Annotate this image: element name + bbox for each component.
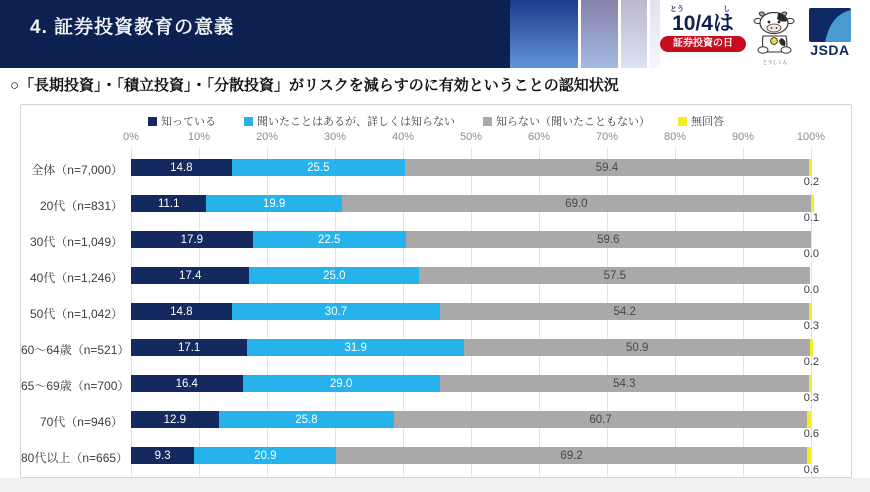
axis-tick-label: 10% [187,131,211,143]
stacked-bar [131,231,811,248]
axis-tick-label: 30% [323,131,347,143]
mascot-name: とうしくん [762,60,788,66]
segment-known [131,339,247,356]
stacked-bar [131,375,812,392]
segment-unknown [342,195,811,212]
segment-value-label: 50.9 [626,341,649,354]
furigana-tou: とう [670,6,684,13]
segment-value-label: 25.5 [307,161,330,174]
stacked-bar [131,267,810,284]
category-label: 全体（n=7,000） [31,163,123,177]
axis-tick-label: 40% [391,131,415,143]
header-title-band [0,0,510,68]
legend-item [678,113,724,129]
segment-noanswer [809,375,812,392]
segment-value-label: 54.2 [613,305,636,318]
legend-swatch [244,117,253,126]
category-label: 80代以上（n=665） [21,451,129,465]
header-logos [660,0,870,68]
category-label: 30代（n=1,049） [29,235,123,249]
legend-label: 聞いたことはあるが、詳しくは知らない [257,116,455,128]
chart-heading: ○「長期投資」・「積立投資」・「分散投資」がリスクを減らすのに有効ということの認知状況 [10,77,619,94]
chart-row [21,227,851,263]
no-answer-value-label: 0.2 [803,356,819,368]
segment-value-label: 9.3 [154,449,171,462]
category-label: 70代（n=946） [39,415,123,429]
jsda-logo-mark [809,8,851,42]
axis-tick-label: 70% [595,131,619,143]
stacked-bar [131,339,813,356]
investment-day-badge: 証券投資の日 [660,36,746,52]
segment-value-label: 14.8 [170,161,193,174]
segment-unknown [406,231,811,248]
gradient-stripe [510,0,578,68]
no-answer-value-label: 0.1 [803,212,819,224]
segment-noanswer [811,195,814,212]
segment-value-label: 60.7 [589,413,612,426]
segment-heard [243,375,440,392]
segment-heard [232,159,405,176]
legend-label: 知っている [161,116,216,128]
stacked-bar [131,303,812,320]
axis-tick-label: 90% [731,131,755,143]
segment-noanswer [809,159,812,176]
cow-mascot-icon [753,10,797,56]
segment-known [131,195,206,212]
chart-row [21,443,851,479]
category-label: 65〜69歳（n=700） [21,379,130,393]
segment-value-label: 29.0 [329,377,353,390]
segment-value-label: 11.1 [157,197,180,210]
no-answer-value-label: 0.3 [803,320,819,332]
stacked-bar [131,159,812,176]
segment-heard [232,303,441,320]
axis-tick-label: 50% [459,131,483,143]
segment-known [131,159,232,176]
no-answer-value-label: 0.6 [803,428,819,440]
gradient-stripe [581,0,618,68]
axis-tick-label: 80% [663,131,687,143]
segment-unknown [419,267,810,284]
category-label: 20代（n=831） [39,199,123,213]
axis-tick-label: 20% [255,131,279,143]
chart-box [20,104,852,478]
segment-heard [249,267,419,284]
segment-value-label: 16.4 [175,377,198,390]
no-answer-value-label: 0.0 [803,248,819,260]
page-title: 4. 証券投資教育の意義 [30,17,235,38]
segment-value-label: 17.4 [178,269,202,282]
bottom-strip [0,478,870,492]
category-label: 60〜64歳（n=521） [21,343,130,357]
jsda-curve-icon [809,8,851,42]
segment-value-label: 17.9 [180,233,204,246]
segment-value-label: 22.5 [318,233,341,246]
segment-value-label: 19.9 [262,197,286,210]
chart-row [21,371,851,407]
segment-heard [206,195,341,212]
segment-noanswer [810,339,813,356]
segment-unknown [405,159,809,176]
segment-value-label: 57.5 [603,269,626,282]
segment-value-label: 69.2 [560,449,583,462]
chart-row [21,299,851,335]
segment-known [131,375,243,392]
chart-row [21,155,851,191]
segment-value-label: 17.1 [177,341,201,354]
legend-item [483,113,650,129]
segment-value-label: 54.3 [613,377,636,390]
no-answer-value-label: 0.0 [803,284,819,296]
no-answer-value-label: 0.3 [803,392,819,404]
stacked-bar [131,411,811,428]
chart-row [21,263,851,299]
category-label: 50代（n=1,042） [29,307,123,321]
segment-heard [219,411,394,428]
segment-known [131,447,194,464]
chart-row [21,191,851,227]
no-answer-value-label: 0.2 [803,176,819,188]
segment-known [131,267,249,284]
segment-unknown [464,339,810,356]
no-answer-value-label: 0.6 [803,464,819,476]
axis-tick-label: 60% [527,131,551,143]
investment-day-date: 10/4は [672,12,734,35]
segment-heard [253,231,406,248]
segment-known [131,411,219,428]
segment-value-label: 25.8 [295,413,318,426]
axis-tick-label: 0% [123,131,139,143]
axis-tick-label: 100% [796,131,826,143]
segment-value-label: 14.8 [170,305,193,318]
legend-item [148,113,216,129]
chart-legend [21,113,851,129]
segment-value-label: 59.6 [597,233,620,246]
segment-heard [247,339,464,356]
legend-swatch [148,117,157,126]
gradient-stripe [650,0,660,68]
segment-heard [194,447,336,464]
legend-label: 無回答 [691,116,724,128]
segment-noanswer [809,303,812,320]
segment-noanswer [807,411,811,428]
category-label: 40代（n=1,246） [29,271,123,285]
segment-value-label: 25.0 [323,269,346,282]
jsda-logo-text: JSDA [810,42,850,58]
chart-row [21,335,851,371]
segment-unknown [336,447,807,464]
jsda-logo [804,4,856,59]
legend-swatch [483,117,492,126]
header-decoration-stripes [510,0,660,68]
segment-value-label: 20.9 [254,449,277,462]
cow-mascot [752,4,798,66]
segment-value-label: 12.9 [163,413,187,426]
segment-value-label: 31.9 [344,341,367,354]
segment-value-label: 59.4 [595,161,619,174]
chart-row [21,407,851,443]
segment-unknown [440,303,809,320]
segment-value-label: 30.7 [324,305,348,318]
gradient-stripe [621,0,647,68]
segment-known [131,231,253,248]
segment-unknown [440,375,809,392]
legend-swatch [678,117,687,126]
stacked-bar [131,447,811,464]
segment-unknown [394,411,807,428]
segment-value-label: 69.0 [565,197,588,210]
stacked-bar [131,195,814,212]
legend-item [244,113,455,129]
slide-header [0,0,870,68]
segment-known [131,303,232,320]
furigana-shi: し [723,6,730,13]
legend-label: 知らない（聞いたこともない） [496,116,650,128]
investment-day-logo [660,4,746,52]
segment-noanswer [807,447,811,464]
